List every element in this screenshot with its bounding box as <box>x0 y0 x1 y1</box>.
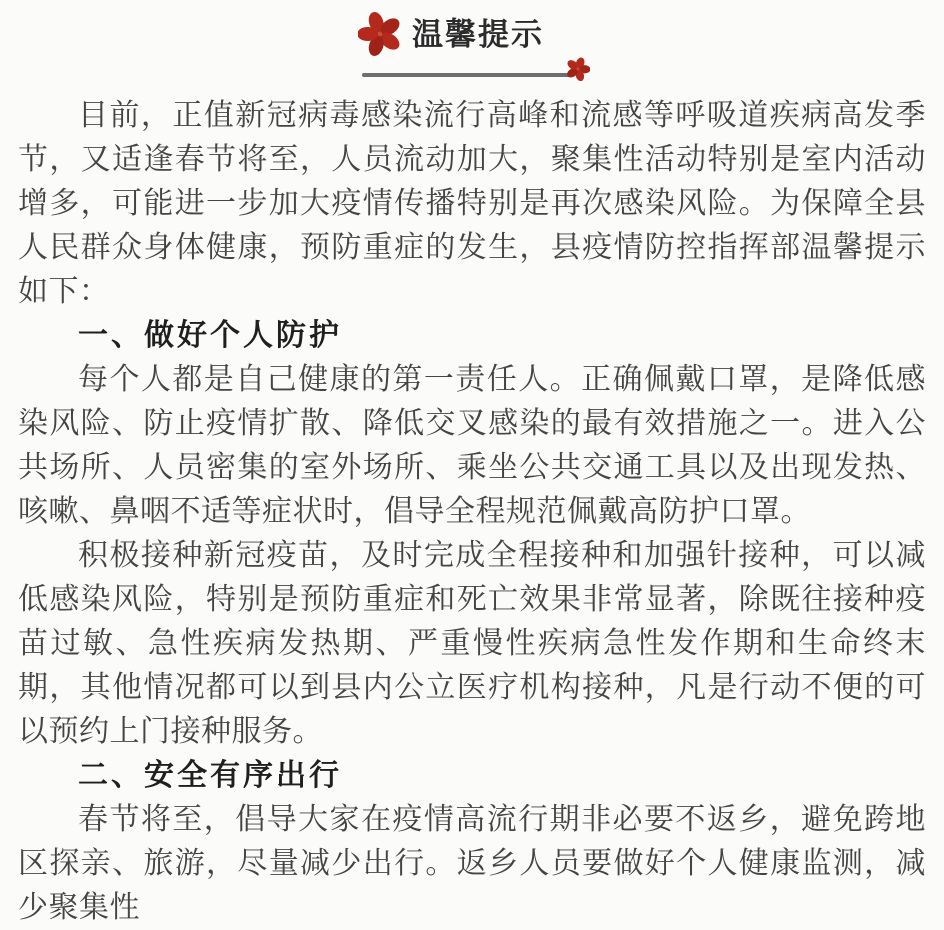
header-inner <box>358 8 608 88</box>
cherry-blossom-small-icon <box>566 57 590 81</box>
section-heading-personal-protection: 一、做好个人防护 <box>78 319 342 352</box>
title-divider <box>362 66 584 84</box>
paragraph-travel-guidance: 春节将至，倡导大家在疫情高流行期非必要不返乡，避免跨地区探亲、旅游，尽量减少出行。返乡人员要做好个人健康监测，减少聚集性 <box>18 803 926 924</box>
paragraph-intro: 目前，正值新冠病毒感染流行高峰和流感等呼吸道疾病高发季节，又适逢春节将至，人员流动加大，聚集性活动特别是室内活动增多，可能进一步加大疫情传播特别是再次感染风险。为保障全县人民群众身体健康，预防重症的发生，县疫情防控指挥部温馨提示如下： <box>18 99 926 308</box>
document-header <box>18 0 926 92</box>
page-title: 温馨提示 <box>412 16 544 52</box>
cherry-blossom-icon <box>358 12 402 56</box>
document-body <box>18 94 926 930</box>
section-heading-safe-travel: 二、安全有序出行 <box>78 759 342 792</box>
paragraph-mask-guidance: 每个人都是自己健康的第一责任人。正确佩戴口罩，是降低感染风险、防止疫情扩散、降低交叉感染的最有效措施之一。进入公共场所、人员密集的室外场所、乘坐公共交通工具以及出现发热、咳嗽、鼻咽不适等症状时，倡导全程规范佩戴高防护口罩。 <box>18 363 926 528</box>
title-row <box>358 8 608 60</box>
divider-line <box>362 73 574 77</box>
paragraph-vaccination: 积极接种新冠疫苗，及时完成全程接种和加强针接种，可以减低感染风险，特别是预防重症和死亡效果非常显著，除既往接种疫苗过敏、急性疾病发热期、严重慢性疾病急性发作期和生命终末期，其他情况都可以到县内公立医疗机构接种，凡是行动不便的可以预约上门接种服务。 <box>18 539 926 748</box>
